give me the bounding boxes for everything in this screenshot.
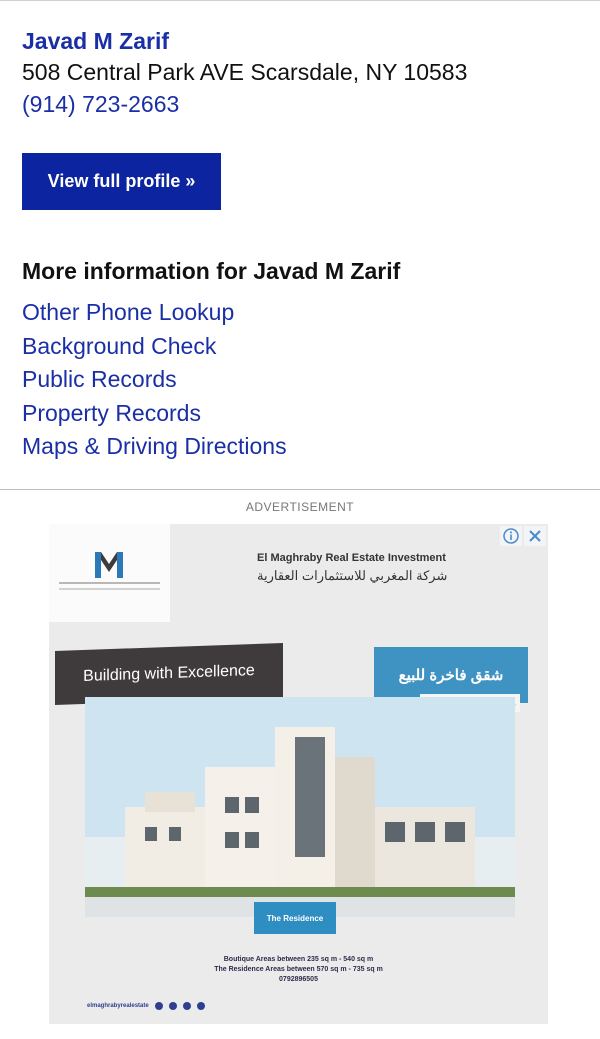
advertisement-banner[interactable] bbox=[49, 524, 548, 1024]
ad-arabic-tag: شقق فاخرة للبيع bbox=[374, 647, 528, 703]
pinterest-icon bbox=[183, 1002, 191, 1010]
m-logo-icon bbox=[93, 548, 125, 580]
phone-number[interactable]: (914) 723-2663 bbox=[22, 91, 180, 117]
ad-phone: 0792896505 bbox=[279, 976, 318, 983]
ad-area-line-1: Boutique Areas between 235 sq m - 540 sq m bbox=[223, 956, 374, 963]
ad-company-arabic: شركة المغربي للاستثمارات العقارية bbox=[257, 568, 448, 583]
ad-footer bbox=[87, 1002, 205, 1010]
instagram-icon bbox=[169, 1002, 177, 1010]
person-name[interactable]: Javad M Zarif bbox=[22, 28, 169, 54]
address: 508 Central Park AVE Scarsdale, NY 10583 bbox=[22, 59, 468, 85]
link-maps-directions[interactable]: Maps & Driving Directions bbox=[22, 433, 287, 460]
ad-info-icon[interactable] bbox=[500, 526, 522, 546]
twitter-icon bbox=[197, 1002, 205, 1010]
building-illustration bbox=[85, 697, 515, 917]
ad-logo bbox=[49, 524, 170, 622]
listing-card bbox=[22, 26, 582, 120]
ad-area-line-2: The Residence Areas between 570 sq m - 735 sq m bbox=[214, 966, 383, 973]
more-info-links bbox=[22, 296, 287, 464]
ad-slogan: Building with Excellence bbox=[55, 643, 283, 705]
link-other-phone-lookup[interactable]: Other Phone Lookup bbox=[22, 299, 235, 325]
more-info-heading: More information for Javad M Zarif bbox=[22, 258, 401, 284]
facebook-icon bbox=[155, 1002, 163, 1010]
link-property-records[interactable]: Property Records bbox=[22, 399, 201, 426]
link-background-check[interactable]: Background Check bbox=[22, 332, 217, 359]
ad-company-english: El Maghraby Real Estate Investment bbox=[257, 552, 446, 564]
link-public-records[interactable]: Public Records bbox=[22, 366, 177, 393]
ad-residence-tag: The Residence bbox=[254, 902, 336, 934]
ad-social-handle: elmaghrabyrealestate bbox=[87, 1003, 149, 1009]
ad-close-icon[interactable] bbox=[524, 526, 546, 546]
section-divider bbox=[0, 489, 600, 490]
logo-wordmark bbox=[59, 582, 160, 590]
ad-controls bbox=[500, 526, 546, 546]
top-divider bbox=[0, 0, 600, 1]
advertisement-label: ADVERTISEMENT bbox=[245, 500, 355, 514]
view-full-profile-button[interactable]: View full profile » bbox=[22, 153, 221, 210]
